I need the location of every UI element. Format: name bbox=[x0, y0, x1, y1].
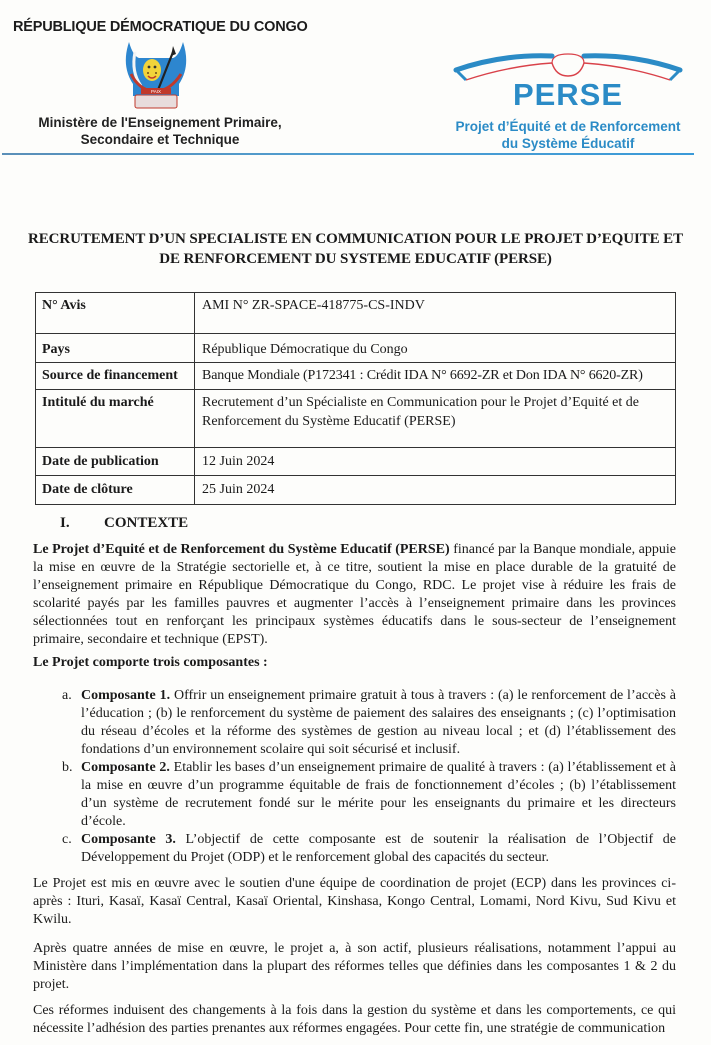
coat-motto: PAIX bbox=[151, 89, 161, 94]
components-list bbox=[62, 687, 676, 867]
component-text: Etablir les bases d’un enseignement primaire de qualité à travers : (a) l’établissement et à la mise en œuvre d’un programme équitable de frais de fonctionnement d’écoles ; (b) l’établissement d’un système de recrutement fondé sur le mérite pour les enseignants du primaire et les directeurs d’école. bbox=[81, 760, 677, 829]
title-line-1: RECRUTEMENT D’UN SPECIALISTE EN COMMUNICATION POUR LE PROJET D’EQUITE ET bbox=[28, 231, 683, 247]
component-text: Offrir un enseignement primaire gratuit à tous à travers : (a) le renforcement de l’accès à l’éducation ; (b) le renforcement du système de paiement des salaires des enseignants ; (c) l’optimisation du réseau d’écoles et la réforme des systèmes de gestion au niveau local ; et (d) l’établissement des fondations d’un environnement scolaire qui soit sécurisé et inclusif. bbox=[81, 688, 677, 757]
title-line-2: DE RENFORCEMENT DU SYSTEME EDUCATIF (PERSE) bbox=[159, 251, 552, 267]
ministry-name bbox=[20, 114, 300, 148]
ministry-line-2: Secondaire et Technique bbox=[80, 132, 240, 147]
row-label: Date de clôture bbox=[36, 476, 195, 505]
achievements-paragraph: Après quatre années de mise en œuvre, le projet a, à son actif, plusieurs réalisations, notamment l’appui au Ministère dans l’implémentation dans la plupart des réformes telles que définies dans les composantes 1 & 2 du projet. bbox=[33, 941, 676, 992]
row-value: République Démocratique du Congo bbox=[195, 334, 676, 363]
intro-bold: Le Projet d’Equité et de Renforcement du Système Educatif (PERSE) bbox=[33, 542, 450, 557]
table-row bbox=[36, 476, 676, 505]
list-item bbox=[62, 687, 676, 759]
context-intro-paragraph bbox=[33, 541, 676, 649]
section-heading bbox=[60, 515, 188, 532]
row-value: Recrutement d’un Spécialiste en Communication pour le Projet d’Equité et de Renforcement du Système Educatif (PERSE) bbox=[195, 390, 676, 448]
list-item bbox=[62, 831, 676, 867]
row-label: Pays bbox=[36, 334, 195, 363]
document-title bbox=[20, 229, 691, 269]
row-label: N° Avis bbox=[36, 293, 195, 334]
row-label: Source de financement bbox=[36, 363, 195, 390]
perse-name-line-2: du Système Éducatif bbox=[501, 136, 635, 151]
table-row bbox=[36, 293, 676, 334]
ecp-paragraph: Le Projet est mis en œuvre avec le soutien d'une équipe de coordination de projet (ECP) dans les provinces ci-après : Ituri, Kasaï, Kasaï Central, Kasaï Oriental, Kinshasa, Kongo Central, Lomami, Nord Kivu, Sud Kivu et Kwilu. bbox=[33, 876, 676, 927]
intro-text: financé par la Banque mondiale, appuie la mise en œuvre de la Stratégie sectorielle et, à ce titre, soutient la mise en place durable de la gratuité de l’enseignement primaire en République Démocratique du Congo, RDC. Le projet vise à réduire les frais de scolarité payés par les familles pauvres et augmenter l’accès à l’enseignement primaire dans les provinces sélectionnées tout en renforçant les principaux systèmes éducatifs dans le sous-secteur de l’enseignement primaire, secondaire et technique (EPST). bbox=[33, 542, 676, 647]
row-value: AMI N° ZR-SPACE-418775-CS-INDV bbox=[195, 293, 676, 334]
ministry-line-1: Ministère de l'Enseignement Primaire, bbox=[38, 115, 282, 130]
section-number: I. bbox=[60, 515, 70, 531]
header-divider bbox=[2, 153, 694, 155]
component-title: Composante 1. bbox=[81, 688, 171, 703]
notice-info-table bbox=[35, 292, 676, 505]
component-title: Composante 2. bbox=[81, 760, 170, 775]
perse-name-line-1: Projet d’Équité et de Renforcement bbox=[455, 119, 681, 134]
component-title: Composante 3. bbox=[81, 832, 176, 847]
table-row bbox=[36, 448, 676, 476]
components-heading: Le Projet comporte trois composantes : bbox=[33, 655, 268, 670]
section-title: CONTEXTE bbox=[104, 515, 189, 531]
row-value: Banque Mondiale (P172341 : Crédit IDA N° 6692-ZR et Don IDA N° 6620-ZR) bbox=[195, 363, 676, 390]
component-text: L’objectif de cette composante est de soutenir la réalisation de l’Objectif de Développement du Projet (ODP) et le renforcement global des capacités du secteur. bbox=[81, 832, 676, 865]
perse-logo-text: PERSE bbox=[512, 77, 624, 112]
reforms-paragraph: Ces réformes induisent des changements à la fois dans la gestion du système et dans les comportements, ce qui nécessite l’adhésion des parties prenantes aux réformes engagées. Pour cette fin, une stratégie de communication bbox=[33, 1003, 676, 1036]
table-row bbox=[36, 334, 676, 363]
country-name: RÉPUBLIQUE DÉMOCRATIQUE DU CONGO bbox=[13, 19, 308, 35]
row-value: 25 Juin 2024 bbox=[195, 476, 676, 505]
list-marker: c. bbox=[62, 832, 72, 847]
perse-project-name bbox=[430, 118, 706, 152]
row-label: Date de publication bbox=[36, 448, 195, 476]
table-row bbox=[36, 390, 676, 448]
row-label: Intitulé du marché bbox=[36, 390, 195, 448]
list-marker: b. bbox=[62, 760, 73, 775]
table-row bbox=[36, 363, 676, 390]
row-value: 12 Juin 2024 bbox=[195, 448, 676, 476]
list-marker: a. bbox=[62, 688, 72, 703]
drc-coat-of-arms-icon bbox=[121, 38, 191, 110]
list-item bbox=[62, 759, 676, 831]
